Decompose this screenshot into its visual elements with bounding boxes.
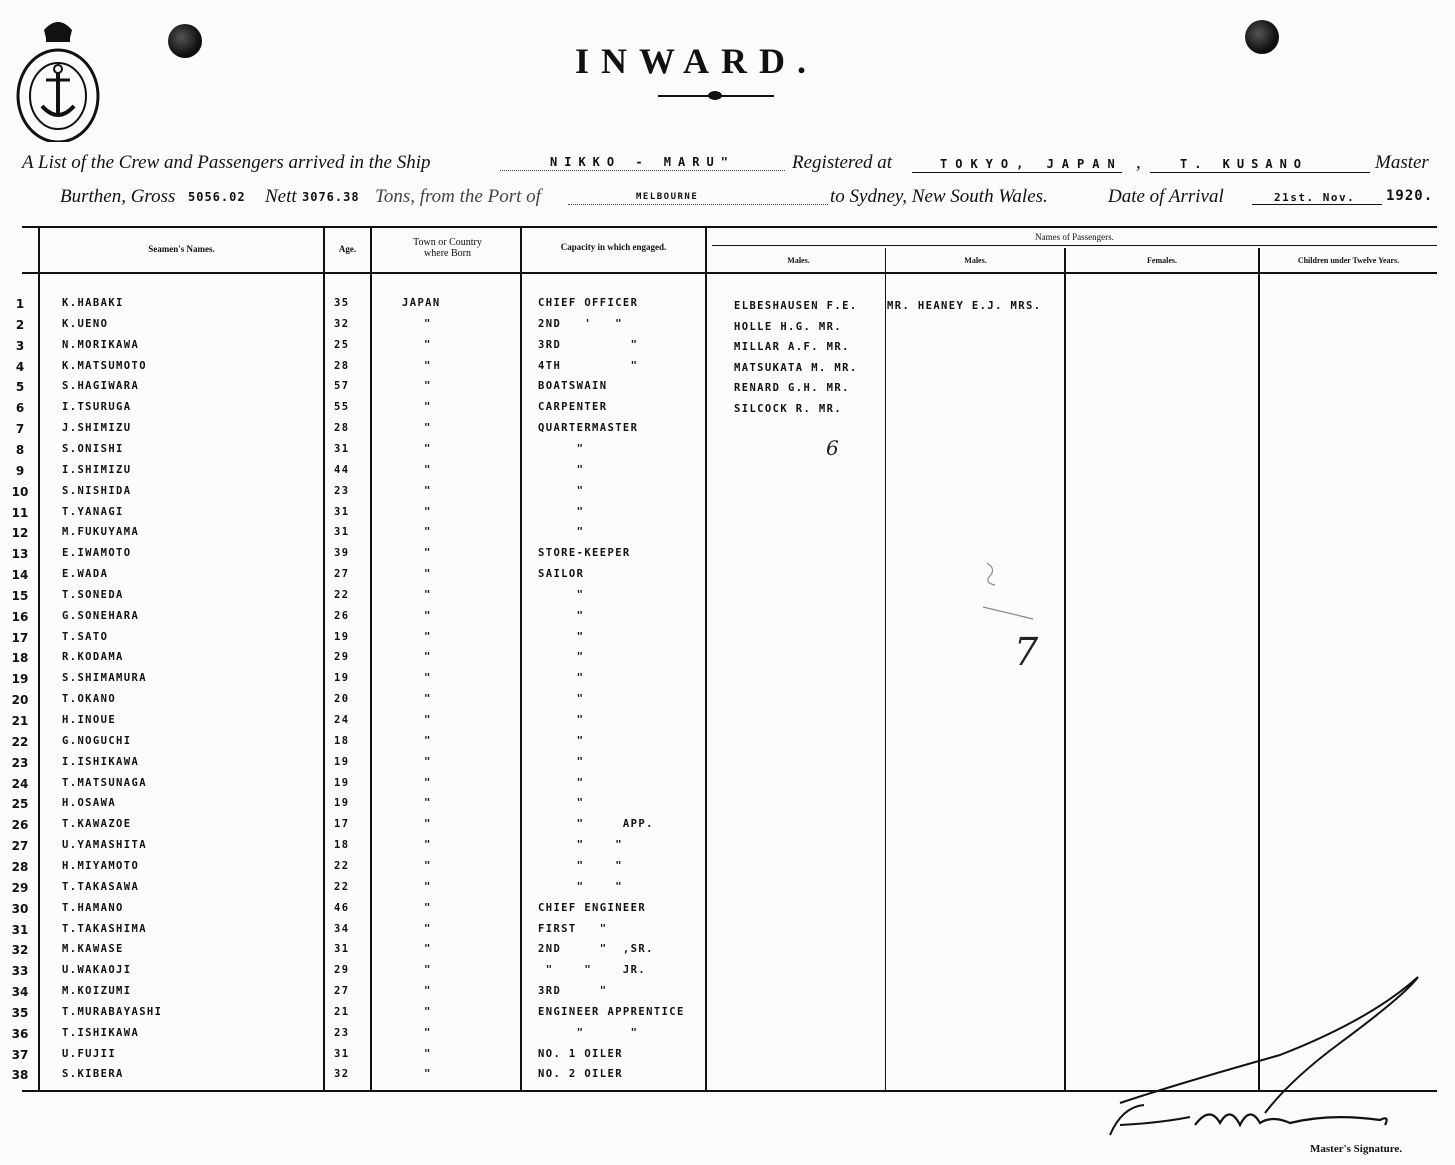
crew-name: S.ONISHI	[62, 443, 124, 455]
crew-row-number: 25	[11, 797, 29, 811]
crew-birthplace: JAPAN	[402, 297, 441, 309]
crew-capacity: "	[538, 443, 585, 455]
crew-name: K.MATSUMOTO	[62, 360, 147, 372]
passenger-male-name: MR. HEANEY E.J. MRS.	[887, 300, 1042, 312]
crew-birthplace: "	[424, 1048, 432, 1060]
crew-age: 20	[334, 693, 350, 705]
registered-label: Registered at	[792, 152, 893, 173]
crew-name: N.MORIKAWA	[62, 339, 140, 351]
crew-row	[0, 297, 1455, 317]
crew-row	[0, 881, 1455, 901]
crew-name: T.HAMANO	[62, 902, 124, 914]
handwritten-count-males: 6	[826, 436, 839, 460]
crew-capacity: "	[538, 693, 585, 705]
crew-birthplace: "	[424, 339, 432, 351]
crew-name: T.OKANO	[62, 693, 117, 705]
crew-age: 22	[334, 881, 350, 893]
crew-name: K.UENO	[62, 318, 109, 330]
crew-capacity: " " JR.	[538, 964, 647, 976]
crew-birthplace: "	[424, 422, 432, 434]
crew-capacity: 2ND ' "	[538, 318, 623, 330]
crew-birthplace: "	[424, 881, 432, 893]
crew-birthplace: "	[424, 589, 432, 601]
crew-birthplace: "	[424, 568, 432, 580]
crew-capacity: NO. 2 OILER	[538, 1068, 623, 1080]
crew-age: 44	[334, 464, 350, 476]
crew-name: U.YAMASHITA	[62, 839, 147, 851]
crew-row	[0, 547, 1455, 567]
crew-name: R.KODAMA	[62, 651, 124, 663]
crew-birthplace: "	[424, 631, 432, 643]
crew-age: 31	[334, 1048, 350, 1060]
crew-row-number: 33	[11, 964, 29, 978]
crew-name: S.HAGIWARA	[62, 380, 140, 392]
crew-name: H.INOUE	[62, 714, 117, 726]
crew-capacity: CHIEF OFFICER	[538, 297, 639, 309]
crew-capacity: " "	[538, 1027, 639, 1039]
crew-capacity: ENGINEER APPRENTICE	[538, 1006, 685, 1018]
crew-name: M.KOIZUMI	[62, 985, 132, 997]
nett-label: Nett	[265, 186, 297, 207]
crew-row	[0, 568, 1455, 588]
passenger-male-name: HOLLE H.G. MR.	[734, 321, 843, 333]
crew-row	[0, 839, 1455, 859]
crew-capacity: CHIEF ENGINEER	[538, 902, 647, 914]
crew-age: 29	[334, 651, 350, 663]
crew-row	[0, 443, 1455, 463]
crew-age: 32	[334, 318, 350, 330]
crew-capacity: " "	[538, 860, 623, 872]
col-header-children: Children under Twelve Years.	[1297, 256, 1400, 265]
crew-capacity: FIRST "	[538, 923, 608, 935]
crew-row	[0, 485, 1455, 505]
crew-row	[0, 797, 1455, 817]
crew-age: 18	[334, 735, 350, 747]
crew-age: 57	[334, 380, 350, 392]
crew-name: K.HABAKI	[62, 297, 124, 309]
crew-capacity: 3RD "	[538, 985, 608, 997]
crew-birthplace: "	[424, 839, 432, 851]
crew-row-number: 19	[11, 672, 29, 686]
crew-capacity: "	[538, 651, 585, 663]
crew-age: 19	[334, 672, 350, 684]
crew-birthplace: "	[424, 923, 432, 935]
crew-name: E.WADA	[62, 568, 109, 580]
crew-row	[0, 651, 1455, 671]
crew-birthplace: "	[424, 672, 432, 684]
crew-row-number: 11	[11, 506, 29, 520]
crew-birthplace: "	[424, 526, 432, 538]
crew-name: I.TSURUGA	[62, 401, 132, 413]
crew-name: G.SONEHARA	[62, 610, 140, 622]
crew-row-number: 34	[11, 985, 29, 999]
col-header-capacity: Capacity in which engaged.	[560, 242, 667, 252]
crew-age: 29	[334, 964, 350, 976]
crew-row	[0, 672, 1455, 692]
crew-age: 32	[334, 1068, 350, 1080]
crew-row	[0, 401, 1455, 421]
crew-row-number: 5	[15, 380, 25, 394]
crew-age: 24	[334, 714, 350, 726]
crew-name: J.SHIMIZU	[62, 422, 132, 434]
crew-row-number: 35	[11, 1006, 29, 1020]
crew-capacity: "	[538, 735, 585, 747]
crew-name: G.NOGUCHI	[62, 735, 132, 747]
crew-row	[0, 506, 1455, 526]
crew-age: 55	[334, 401, 350, 413]
crew-birthplace: "	[424, 443, 432, 455]
crew-name: T.KAWAZOE	[62, 818, 132, 830]
crew-age: 25	[334, 339, 350, 351]
crew-capacity: 2ND " ,SR.	[538, 943, 654, 955]
passenger-male-name: RENARD G.H. MR.	[734, 382, 850, 394]
crew-row-number: 23	[11, 756, 29, 770]
crew-row-number: 29	[11, 881, 29, 895]
crew-row	[0, 860, 1455, 880]
crew-name: T.MATSUNAGA	[62, 777, 147, 789]
crew-name: M.FUKUYAMA	[62, 526, 140, 538]
crew-row-number: 31	[11, 923, 29, 937]
crew-row-number: 6	[15, 401, 25, 415]
crew-capacity: "	[538, 526, 585, 538]
crew-name: M.KAWASE	[62, 943, 124, 955]
crew-row-number: 28	[11, 860, 29, 874]
master-label: Master	[1375, 152, 1429, 173]
crew-age: 22	[334, 589, 350, 601]
crew-name: T.SONEDA	[62, 589, 124, 601]
crew-capacity: "	[538, 714, 585, 726]
crew-age: 26	[334, 610, 350, 622]
crew-birthplace: "	[424, 714, 432, 726]
registered-port: TOKYO, JAPAN	[940, 157, 1123, 171]
crew-row	[0, 818, 1455, 838]
crew-capacity: "	[538, 589, 585, 601]
masters-signature	[1100, 965, 1430, 1155]
col-header-passengers: Names of Passengers.	[1035, 232, 1114, 242]
crew-age: 17	[334, 818, 350, 830]
crew-age: 19	[334, 797, 350, 809]
crew-name: U.WAKAOJI	[62, 964, 132, 976]
crew-name: T.ISHIKAWA	[62, 1027, 140, 1039]
crew-row-number: 10	[11, 485, 29, 499]
crew-name: E.IWAMOTO	[62, 547, 132, 559]
crew-age: 35	[334, 297, 350, 309]
crew-name: S.KIBERA	[62, 1068, 124, 1080]
crew-row	[0, 318, 1455, 338]
crew-row	[0, 380, 1455, 400]
handwritten-tally-marks	[975, 555, 1045, 635]
col-header-females: Females.	[1147, 256, 1177, 265]
crew-age: 19	[334, 756, 350, 768]
crew-capacity: "	[538, 631, 585, 643]
crew-row-number: 27	[11, 839, 29, 853]
master-name: T. KUSANO	[1180, 157, 1309, 171]
comma: ,	[1136, 152, 1141, 173]
crew-birthplace: "	[424, 506, 432, 518]
crew-name: H.OSAWA	[62, 797, 117, 809]
crew-name: U.FUJII	[62, 1048, 117, 1060]
col-header-males-1: Males.	[787, 256, 810, 265]
to-sydney-label: to Sydney, New South Wales.	[830, 186, 1048, 207]
col-header-males-2: Males.	[964, 256, 987, 265]
crew-row	[0, 902, 1455, 922]
crew-row-number: 14	[11, 568, 29, 582]
crew-capacity: "	[538, 485, 585, 497]
crew-name: I.ISHIKAWA	[62, 756, 140, 768]
crew-capacity: " "	[538, 839, 623, 851]
col-header-town: Town or Country where Born	[413, 237, 482, 259]
crew-row	[0, 589, 1455, 609]
crew-capacity: " APP.	[538, 818, 654, 830]
col-header-names: Seamen's Names.	[148, 244, 215, 254]
gross-tonnage: 5056.02	[188, 190, 246, 204]
crew-birthplace: "	[424, 1068, 432, 1080]
crew-birthplace: "	[424, 902, 432, 914]
crew-birthplace: "	[424, 943, 432, 955]
crew-birthplace: "	[424, 985, 432, 997]
crew-capacity: BOATSWAIN	[538, 380, 608, 392]
crew-birthplace: "	[424, 485, 432, 497]
list-label: A List of the Crew and Passengers arrived in the Ship	[22, 152, 431, 173]
crew-row-number: 1	[15, 297, 25, 311]
crew-capacity: QUARTERMASTER	[538, 422, 639, 434]
crew-row	[0, 526, 1455, 546]
crew-row-number: 37	[11, 1048, 29, 1062]
crew-age: 28	[334, 422, 350, 434]
crew-age: 39	[334, 547, 350, 559]
crew-age: 22	[334, 860, 350, 872]
crew-age: 31	[334, 506, 350, 518]
crew-row-number: 2	[15, 318, 25, 332]
passenger-male-name: MATSUKATA M. MR.	[734, 362, 858, 374]
crew-birthplace: "	[424, 547, 432, 559]
ship-name: NIKKO - MARU"	[550, 155, 735, 169]
crew-row-number: 8	[15, 443, 25, 457]
crew-row	[0, 693, 1455, 713]
crew-birthplace: "	[424, 401, 432, 413]
crew-name: S.NISHIDA	[62, 485, 132, 497]
crew-birthplace: "	[424, 964, 432, 976]
passenger-male-name: SILCOCK R. MR.	[734, 403, 843, 415]
handwritten-count-total: 7	[1014, 630, 1039, 674]
crew-row-number: 32	[11, 943, 29, 957]
crew-capacity: 4TH "	[538, 360, 639, 372]
crew-birthplace: "	[424, 380, 432, 392]
crew-birthplace: "	[424, 1027, 432, 1039]
crew-age: 18	[334, 839, 350, 851]
crew-name: T.MURABAYASHI	[62, 1006, 163, 1018]
crew-capacity: 3RD "	[538, 339, 639, 351]
crew-row	[0, 610, 1455, 630]
crew-age: 34	[334, 923, 350, 935]
crew-capacity: SAILOR	[538, 568, 585, 580]
crew-row-number: 38	[11, 1068, 29, 1082]
passenger-male-name: ELBESHAUSEN F.E.	[734, 300, 858, 312]
crew-row	[0, 339, 1455, 359]
crew-birthplace: "	[424, 756, 432, 768]
crew-capacity: "	[538, 797, 585, 809]
crew-name: T.YANAGI	[62, 506, 124, 518]
crew-row-number: 26	[11, 818, 29, 832]
crew-name: T.SATO	[62, 631, 109, 643]
crew-row-number: 18	[11, 651, 29, 665]
nett-tonnage: 3076.38	[302, 190, 360, 204]
crew-age: 19	[334, 777, 350, 789]
crew-birthplace: "	[424, 860, 432, 872]
crew-row-number: 9	[15, 464, 25, 478]
burthen-label: Burthen, Gross	[60, 186, 176, 207]
crew-birthplace: "	[424, 777, 432, 789]
crew-capacity: "	[538, 610, 585, 622]
crew-row	[0, 422, 1455, 442]
crew-row-number: 21	[11, 714, 29, 728]
crew-birthplace: "	[424, 818, 432, 830]
document-title: INWARD.	[575, 41, 819, 81]
crew-birthplace: "	[424, 797, 432, 809]
port-from: MELBOURNE	[636, 192, 699, 202]
crew-birthplace: "	[424, 610, 432, 622]
port-label: Tons, from the Port of	[375, 186, 541, 207]
crew-name: H.MIYAMOTO	[62, 860, 140, 872]
crew-row-number: 13	[11, 547, 29, 561]
crew-birthplace: "	[424, 318, 432, 330]
crew-name: S.SHIMAMURA	[62, 672, 147, 684]
crew-capacity: " "	[538, 881, 623, 893]
crew-row-number: 30	[11, 902, 29, 916]
crew-capacity: "	[538, 672, 585, 684]
crew-birthplace: "	[424, 735, 432, 747]
passenger-male-name: MILLAR A.F. MR.	[734, 341, 850, 353]
crew-row	[0, 756, 1455, 776]
crew-row	[0, 714, 1455, 734]
arrival-label: Date of Arrival	[1108, 186, 1224, 207]
crew-row	[0, 735, 1455, 755]
crew-row-number: 7	[15, 422, 25, 436]
crew-capacity: "	[538, 464, 585, 476]
arrival-year: 1920.	[1386, 188, 1434, 204]
crew-birthplace: "	[424, 464, 432, 476]
crew-row	[0, 777, 1455, 797]
crew-row-number: 15	[11, 589, 29, 603]
crew-row-number: 16	[11, 610, 29, 624]
crew-birthplace: "	[424, 360, 432, 372]
crew-birthplace: "	[424, 651, 432, 663]
signature-caption: Master's Signature.	[1310, 1143, 1403, 1155]
crew-row-number: 24	[11, 777, 29, 791]
crew-row-number: 12	[11, 526, 29, 540]
crew-capacity: "	[538, 756, 585, 768]
crew-row-number: 3	[15, 339, 25, 353]
crew-age: 27	[334, 568, 350, 580]
crew-capacity: CARPENTER	[538, 401, 608, 413]
crew-row	[0, 464, 1455, 484]
crew-age: 27	[334, 985, 350, 997]
crew-name: I.SHIMIZU	[62, 464, 132, 476]
crew-name: T.TAKASAWA	[62, 881, 140, 893]
crew-row-number: 36	[11, 1027, 29, 1041]
crew-row-number: 4	[15, 360, 25, 374]
crew-capacity: "	[538, 506, 585, 518]
crew-age: 31	[334, 943, 350, 955]
crew-birthplace: "	[424, 1006, 432, 1018]
crew-age: 46	[334, 902, 350, 914]
crew-capacity: NO. 1 OILER	[538, 1048, 623, 1060]
crew-age: 31	[334, 526, 350, 538]
crew-row-number: 17	[11, 631, 29, 645]
crew-row-number: 22	[11, 735, 29, 749]
crew-row	[0, 631, 1455, 651]
col-header-age: Age.	[338, 244, 357, 254]
crew-age: 21	[334, 1006, 350, 1018]
crew-row-number: 20	[11, 693, 29, 707]
crew-row	[0, 923, 1455, 943]
crew-row	[0, 360, 1455, 380]
crew-age: 19	[334, 631, 350, 643]
crew-capacity: STORE-KEEPER	[538, 547, 631, 559]
crew-capacity: "	[538, 777, 585, 789]
crew-age: 31	[334, 443, 350, 455]
crew-age: 28	[334, 360, 350, 372]
crew-row	[0, 943, 1455, 963]
crew-name: T.TAKASHIMA	[62, 923, 147, 935]
crew-age: 23	[334, 485, 350, 497]
crew-age: 23	[334, 1027, 350, 1039]
crew-birthplace: "	[424, 693, 432, 705]
arrival-date: 21st. Nov.	[1274, 191, 1356, 204]
